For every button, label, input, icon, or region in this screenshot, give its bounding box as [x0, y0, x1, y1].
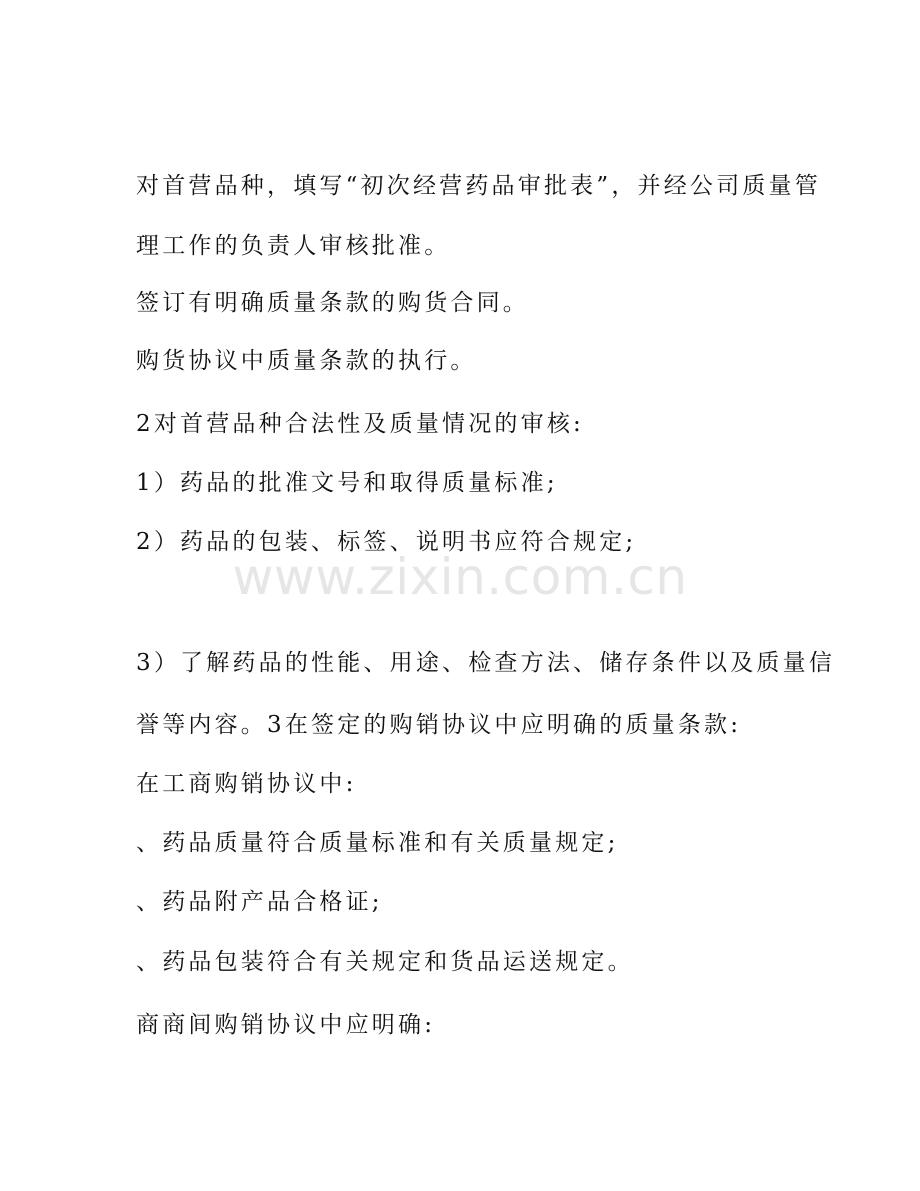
text-line: 誉等内容。3在签定的购销协议中应明确的质量条款:: [136, 712, 742, 738]
text-line: 、药品质量符合质量标准和有关质量规定;: [136, 830, 619, 856]
text-line: 理工作的负责人审核批准。: [136, 233, 451, 259]
text-line: 商商间购销协议中应明确:: [136, 1012, 436, 1038]
text-line: 2）药品的包装、标签、说明书应符合规定;: [136, 529, 637, 555]
text-line: 在工商购销协议中:: [136, 771, 357, 797]
text-line: 购货协议中质量条款的执行。: [136, 348, 477, 374]
text-line: 对首营品种，填写“初次经营药品审批表”，并经公司质量管: [136, 173, 821, 199]
text-line: 1）药品的批准文号和取得质量标准;: [136, 470, 558, 496]
watermark: www.zixin.com.cn: [232, 548, 688, 606]
text-line: 、药品包装符合有关规定和货品运送规定。: [136, 949, 634, 975]
text-line: 2对首营品种合法性及质量情况的审核:: [136, 411, 584, 437]
text-line: 签订有明确质量条款的购货合同。: [136, 290, 529, 316]
text-line: 、药品附产品合格证;: [136, 889, 383, 915]
text-line: 3）了解药品的性能、用途、检查方法、储存条件以及质量信: [136, 650, 836, 676]
